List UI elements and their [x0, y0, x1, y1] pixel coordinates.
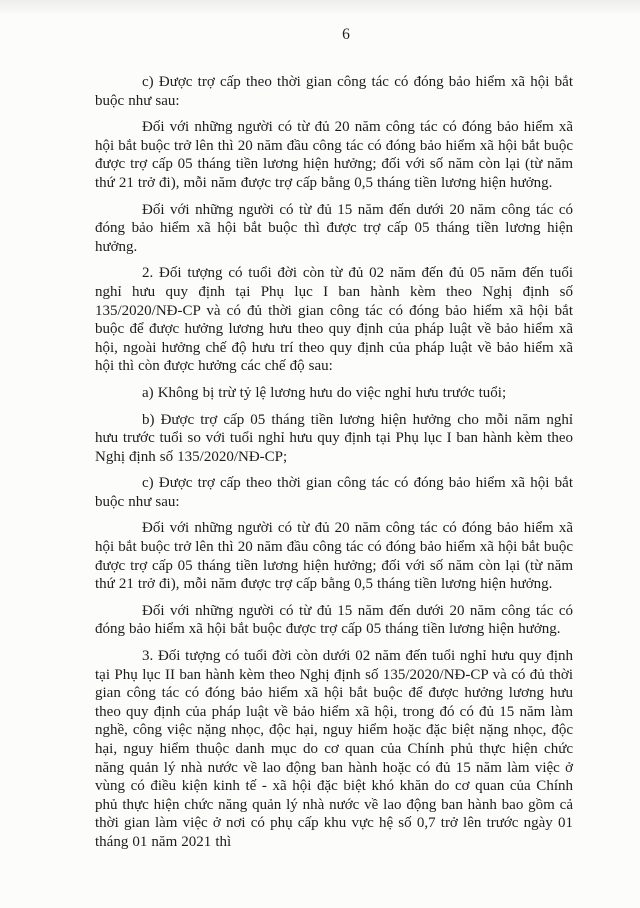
paragraph-item-2: 2. Đối tượng có tuổi đời còn từ đủ 02 năm đến đủ 05 năm đến tuổi nghỉ hưu quy định tại Phụ lục I ban hành kèm theo Nghị định số 135/2020/NĐ-CP và có đủ thời gian công tác có đóng bảo hiểm xã hội bắt buộc để được hưởng lương hưu theo quy định của pháp luật về bảo hiểm xã hội, ngoài hưởng chế độ hưu trí theo quy định của pháp luật về bảo hiểm xã hội thì còn được hưởng các chế độ sau: [95, 265, 573, 375]
paragraph-item-2c: c) Được trợ cấp theo thời gian công tác có đóng bảo hiểm xã hội bắt buộc như sau: [95, 475, 573, 510]
document-body [95, 73, 573, 852]
paragraph-15-to-20-years-rule-2: Đối với những người có từ đủ 15 năm đến dưới 20 năm công tác có đóng bảo hiểm xã hội bắt buộc được trợ cấp 05 tháng tiền lương hiện hưởng. [95, 602, 573, 638]
page-number: 6 [342, 26, 350, 43]
paragraph-20-years-rule-2: Đối với những người có từ đủ 20 năm công tác có đóng bảo hiểm xã hội bắt buộc trở lên thì 20 năm đầu công tác có đóng bảo hiểm xã hội bắt buộc được trợ cấp 05 tháng tiền lương hiện hưởng; đối với số năm còn lại (từ năm thứ 21 trở đi), mỗi năm được trợ cấp bằng 0,5 tháng tiền lương hiện hưởng. [95, 520, 573, 593]
paragraph-item-2b: b) Được trợ cấp 05 tháng tiền lương hiện hưởng cho mỗi năm nghỉ hưu trước tuổi so với tuổi nghỉ hưu quy định tại Phụ lục I ban hành kèm theo Nghị định số 135/2020/NĐ-CP; [95, 411, 573, 465]
paragraph-c-intro: c) Được trợ cấp theo thời gian công tác có đóng bảo hiểm xã hội bắt buộc như sau: [95, 74, 573, 109]
paragraph-15-to-20-years-rule: Đối với những người có từ đủ 15 năm đến dưới 20 năm công tác có đóng bảo hiểm xã hội bắt buộc thì được trợ cấp 05 tháng tiền lương hiện hưởng. [95, 201, 573, 255]
paragraph-20-years-rule: Đối với những người có từ đủ 20 năm công tác có đóng bảo hiểm xã hội bắt buộc trở lên thì 20 năm đầu công tác có đóng bảo hiểm xã hội bắt buộc được trợ cấp 05 tháng tiền lương hiện hưởng; đối với số năm còn lại (từ năm thứ 21 trở đi), mỗi năm được trợ cấp bằng 0,5 tháng tiền lương hiện hưởng. [95, 119, 573, 191]
paragraph-item-2a: a) Không bị trừ tỷ lệ lương hưu do việc nghỉ hưu trước tuổi; [142, 384, 507, 401]
paragraph-item-3: 3. Đối tượng có tuổi đời còn dưới 02 năm đến tuổi nghỉ hưu quy định tại Phụ lục II ban hành kèm theo Nghị định số 135/2020/NĐ-CP và có đủ thời gian công tác có đóng bảo hiểm xã hội bắt buộc để được hưởng lương hưu theo quy định của pháp luật về bảo hiểm xã hội, trong đó có đủ 15 năm làm nghề, công việc nặng nhọc, độc hại, nguy hiểm hoặc đặc biệt nặng nhọc, độc hại, nguy hiểm thuộc danh mục do cơ quan của Chính phủ thực hiện chức năng quản lý nhà nước về lao động ban hành hoặc có đủ 15 năm làm việc ở vùng có điều kiện kinh tế - xã hội đặc biệt khó khăn do cơ quan của Chính phủ thực hiện chức năng quản lý nhà nước về lao động ban hành bao gồm cả thời gian làm việc ở nơi có phụ cấp khu vực hệ số 0,7 trở lên trước ngày 01 tháng 01 năm 2021 thì [95, 648, 573, 850]
